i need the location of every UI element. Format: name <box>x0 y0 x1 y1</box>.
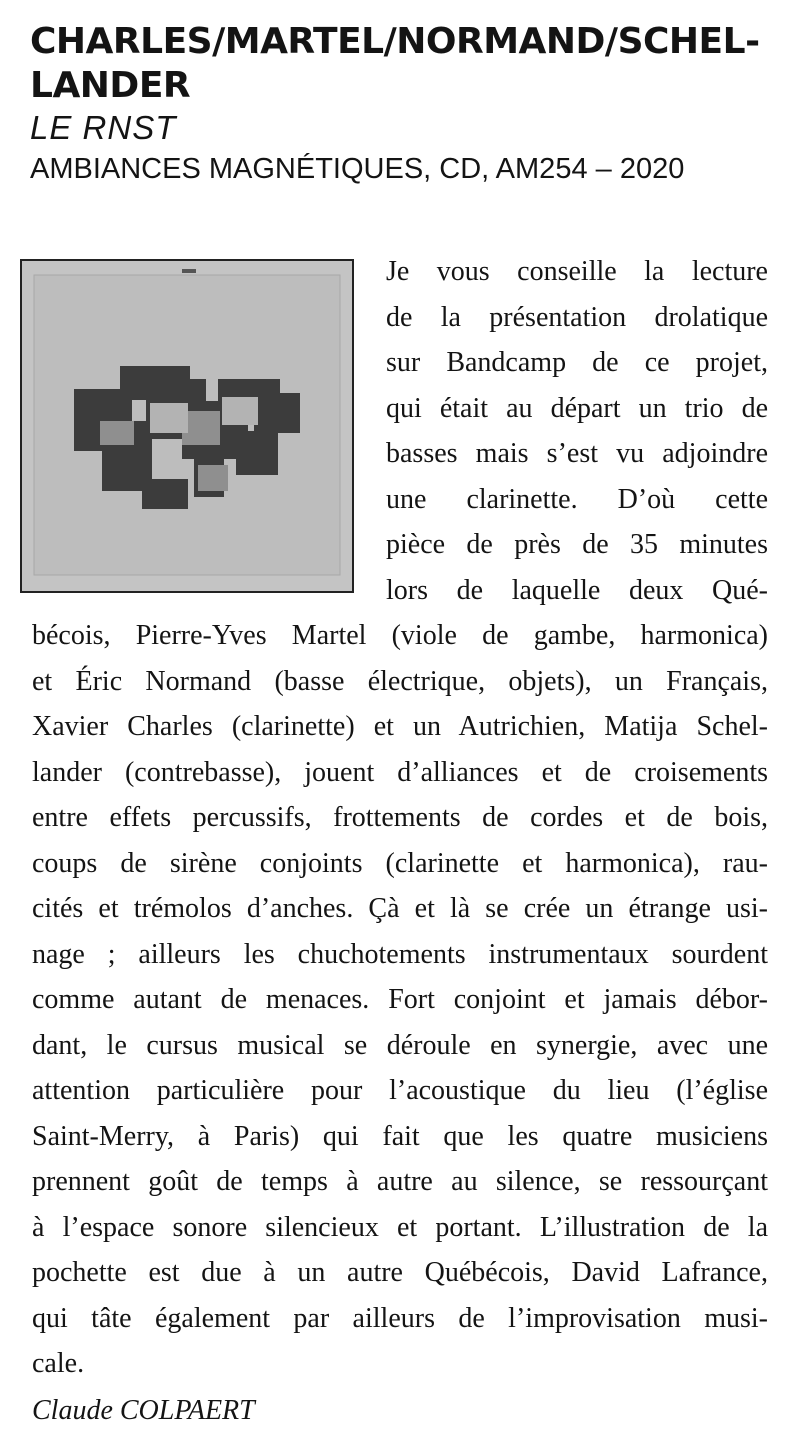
text-line: attention particulière pour l’acoustique du lieu (l’église <box>32 1075 768 1106</box>
text-line: Xavier Charles (clarinette) et un Autrichien, Matija Schel- <box>32 711 768 742</box>
artists-line-2: LANDER <box>30 65 191 106</box>
text-line: nage ; ailleurs les chuchotements instrumentaux sourdent <box>32 938 768 970</box>
text-line: bécois, Pierre-Yves Martel (viole de gambe, harmonica) <box>32 620 768 651</box>
text-line: et Éric Normand (basse électrique, objets), un Français, <box>32 665 768 697</box>
text-line: lander (contrebasse), jouent d’alliances et de croisements <box>32 756 768 788</box>
text-line: de la présentation drolatique <box>386 301 768 333</box>
text-line: Je vous conseille la lecture <box>386 256 768 287</box>
text-line: pochette est due à un autre Québécois, David Lafrance, <box>32 1257 768 1288</box>
review-header <box>30 20 780 188</box>
review-text-full <box>32 613 768 1387</box>
text-line: pièce de près de 35 minutes <box>386 529 768 560</box>
label-info: AMBIANCES MAGNÉTIQUES, CD, AM254 – 2020 <box>30 153 685 185</box>
text-line: comme autant de menaces. Fort conjoint et jamais débor- <box>32 984 768 1015</box>
artists-heading <box>30 20 780 108</box>
text-line: à l’espace sonore silencieux et portant. L’illustration de la <box>32 1211 768 1243</box>
text-line: sur Bandcamp de ce projet, <box>386 347 768 378</box>
text-line: qui était au départ un trio de <box>386 392 768 424</box>
text-line: cités et trémolos d’anches. Çà et là se crée un étrange usi- <box>32 893 768 924</box>
text-line: prennent goût de temps à autre au silence, se ressourçant <box>32 1166 768 1197</box>
text-line: qui tâte également par ailleurs de l’improvisation musi- <box>32 1302 768 1334</box>
text-line: une clarinette. D’où cette <box>386 483 768 515</box>
artists-line-1: CHARLES/MARTEL/NORMAND/SCHEL- <box>30 21 760 62</box>
album-cover-image <box>20 259 354 593</box>
text-line: lors de laquelle deux Qué- <box>386 574 768 606</box>
text-line: basses mais s’est vu adjoindre <box>386 438 768 469</box>
author-signature: Claude COLPAERT <box>32 1395 255 1426</box>
text-line: coups de sirène conjoints (clarinette et harmonica), rau- <box>32 847 768 879</box>
album-title: LE RNST <box>30 109 177 146</box>
review-text-side <box>386 249 768 613</box>
text-line: cale. <box>32 1348 85 1379</box>
text-line: dant, le cursus musical se déroule en synergie, avec une <box>32 1029 768 1061</box>
text-line: entre effets percussifs, frottements de cordes et de bois, <box>32 802 768 833</box>
text-line: Saint-Merry, à Paris) qui fait que les quatre musiciens <box>32 1120 768 1152</box>
